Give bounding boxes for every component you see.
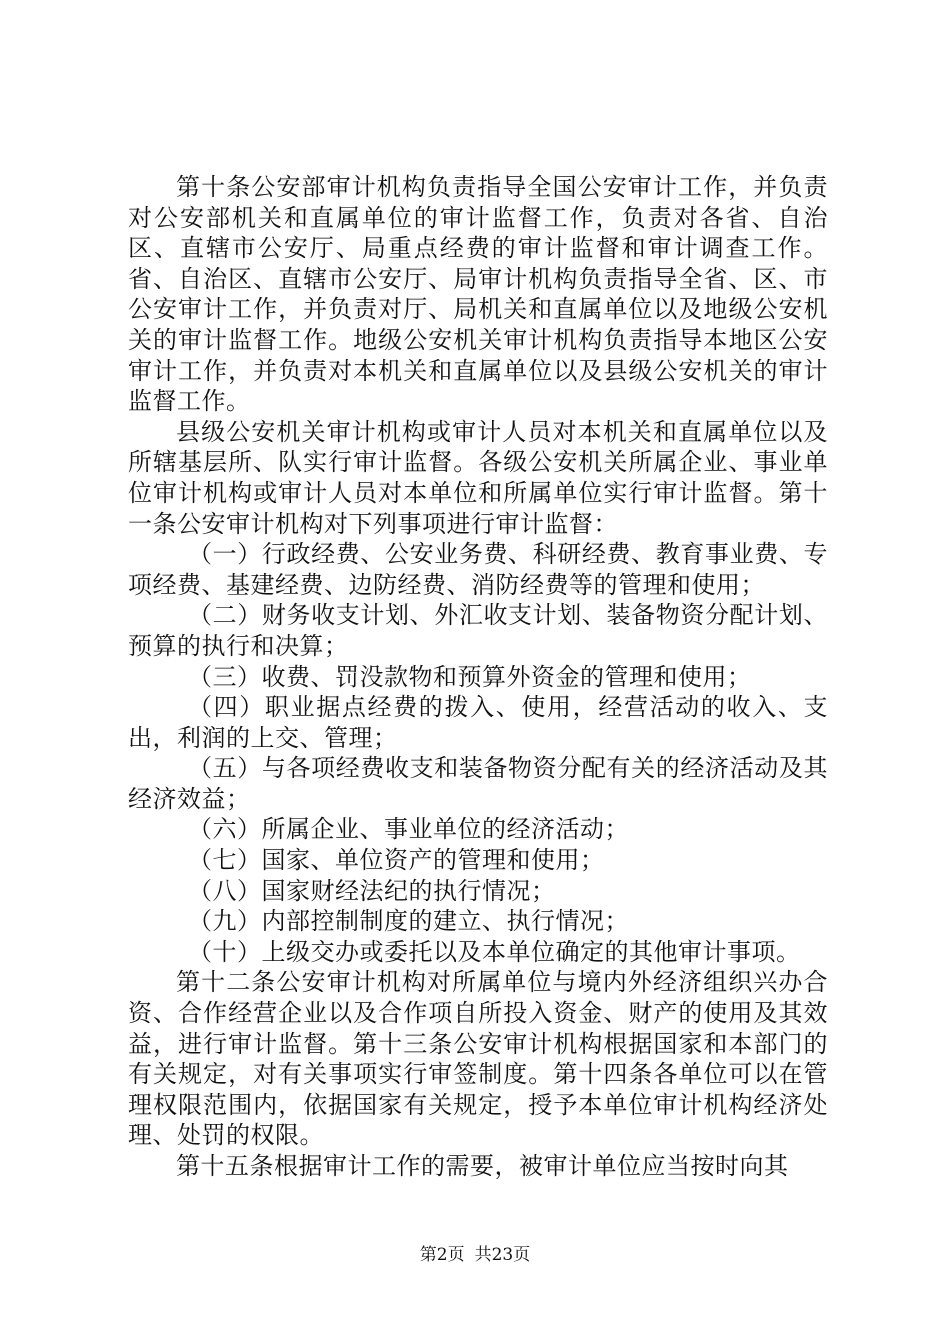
list-item-9: （九）内部控制制度的建立、执行情况；	[188, 907, 629, 936]
page-number: 第2页	[419, 1245, 465, 1265]
paragraph-article-15: 第十五条根据审计工作的需要，被审计单位应当按时向其	[176, 1152, 789, 1180]
list-item-10: （十）上级交办或委托以及本单位确定的其他审计事项。	[188, 937, 801, 966]
page-footer	[0, 1244, 950, 1266]
list-item-1: （一）行政经费、公安业务费、科研经费、教育事业费、专项经费、基建经费、边防经费、消防经费等的管理和使用；	[128, 540, 828, 599]
list-item-7: （七）国家、单位资产的管理和使用；	[188, 846, 605, 875]
list-item-8: （八）国家财经法纪的执行情况；	[188, 876, 556, 905]
list-item-3: （三）收费、罚没款物和预算外资金的管理和使用；	[188, 662, 752, 691]
paragraph-article-12-14: 第十二条公安审计机构对所属单位与境内外经济组织兴办合资、合作经营企业以及合作项自所投入资金、财产的使用及其效益，进行审计监督。第十三条公安审计机构根据国家和本部门的有关规定，对有关事项实行审签制度。第十四条各单位可以在管理权限范围内，依据国家有关规定，授予本单位审计机构经济处理、处罚的权限。	[128, 968, 828, 1150]
paragraph-article-10: 第十条公安部审计机构负责指导全国公安审计工作，并负责对公安部机关和直属单位的审计监督工作，负责对各省、自治区、直辖市公安厅、局重点经费的审计监督和审计调查工作。省、自治区、直辖市公安厅、局审计机构负责指导全省、区、市公安审计工作，并负责对厅、局机关和直属单位以及地级公安机关的审计监督工作。地级公安机关审计机构负责指导本地区公安审计工作，并负责对本机关和直属单位以及县级公安机关的审计监督工作。	[128, 173, 828, 416]
document-body	[128, 172, 828, 1182]
list-item-2: （二）财务收支计划、外汇收支计划、装备物资分配计划、预算的执行和决算；	[128, 601, 828, 660]
page-total: 共23页	[474, 1245, 531, 1265]
paragraph-county-audit: 县级公安机关审计机构或审计人员对本机关和直属单位以及所辖基层所、队实行审计监督。各级公安机关所属企业、事业单位审计机构或审计人员对本单位和所属单位实行审计监督。第十一条公安审计机构对下列事项进行审计监督：	[128, 417, 828, 538]
list-item-5: （五）与各项经费收支和装备物资分配有关的经济活动及其经济效益；	[128, 754, 828, 813]
list-item-4: （四）职业据点经费的拨入、使用，经营活动的收入、支出，利润的上交、管理；	[128, 693, 828, 752]
list-item-6: （六）所属企业、事业单位的经济活动；	[188, 815, 629, 844]
